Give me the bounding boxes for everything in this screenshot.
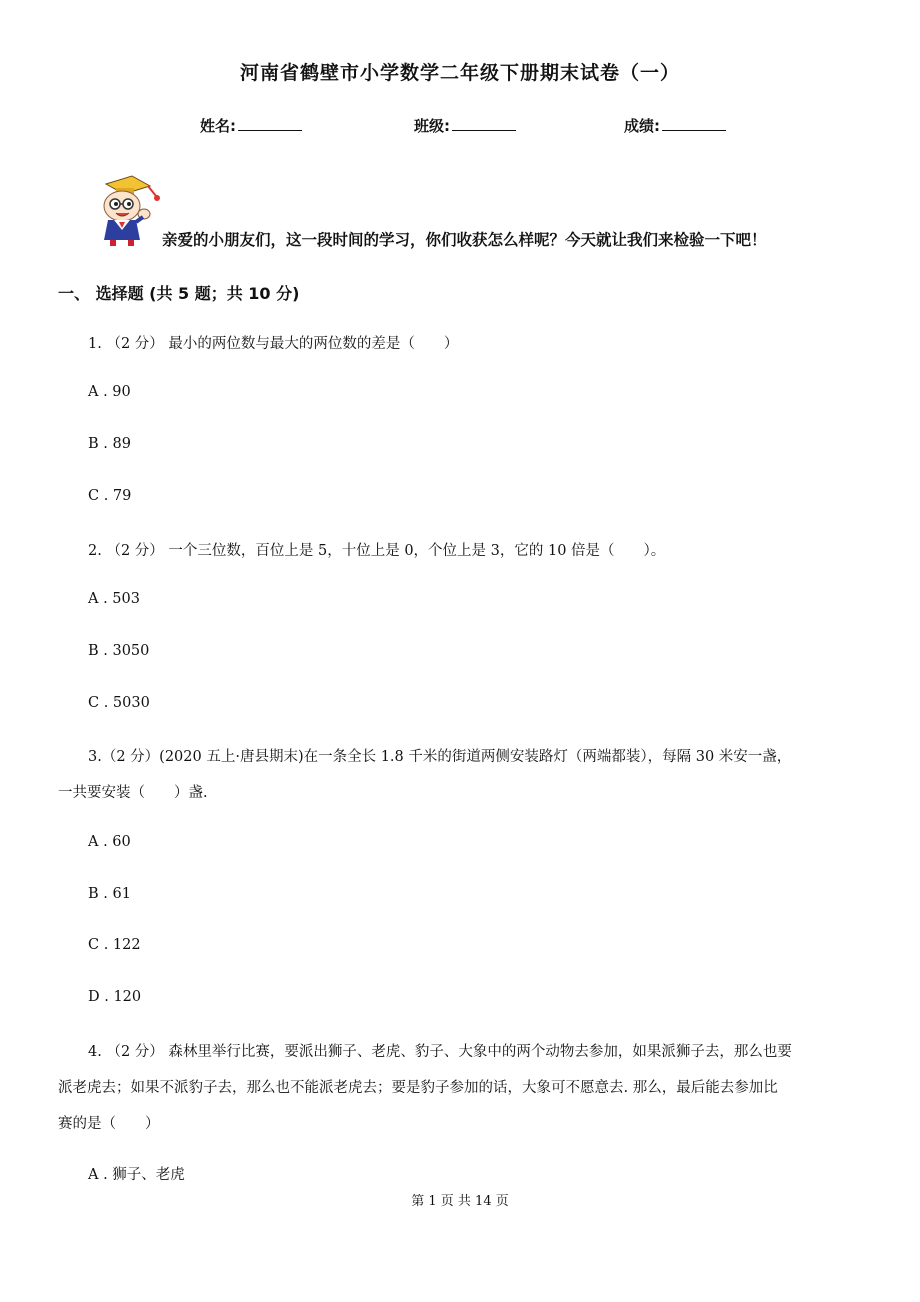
score-blank[interactable]	[662, 116, 726, 131]
question-3-option-a[interactable]: A . 60	[88, 834, 131, 850]
question-3-text: 3.（2 分）(2020 五上·唐县期末)在一条全长 1.8 千米的街道两侧安装路灯（两端都装），每隔 30 米安一盏，	[88, 749, 792, 765]
question-1-option-b[interactable]: B . 89	[88, 436, 131, 452]
mascot-doctor-icon	[88, 170, 166, 248]
score-field[interactable]	[624, 115, 726, 136]
question-3-option-b[interactable]: B . 61	[88, 886, 131, 902]
question-4-text-cont-2: 赛的是（ ）	[58, 1116, 160, 1132]
question-4-option-a[interactable]: A . 狮子、老虎	[88, 1167, 185, 1183]
question-1-option-c[interactable]: C . 79	[88, 488, 132, 504]
name-field[interactable]	[200, 115, 302, 136]
name-blank[interactable]	[238, 116, 302, 131]
page-title: 河南省鹤壁市小学数学二年级下册期末试卷（一）	[239, 62, 680, 84]
class-blank[interactable]	[452, 116, 516, 131]
class-field[interactable]	[414, 115, 516, 136]
question-2-option-b[interactable]: B . 3050	[88, 643, 150, 659]
question-4-text-cont-1: 派老虎去；如果不派豹子去，那么也不能派老虎去；要是豹子参加的话，大象可不愿意去. 那么，最后能去参加比	[58, 1080, 778, 1096]
greeting-text: 亲爱的小朋友们，这一段时间的学习，你们收获怎么样呢？今天就让我们来检验一下吧！	[162, 231, 767, 249]
question-2-text: 2. （2 分） 一个三位数，百位上是 5，十位上是 0，个位上是 3，它的 10 倍是（ ）。	[88, 543, 666, 559]
question-2-option-c[interactable]: C . 5030	[88, 695, 150, 711]
name-label: 姓名:	[200, 117, 236, 135]
class-label: 班级:	[414, 117, 450, 135]
question-3-text-cont: 一共要安装（ ）盏.	[58, 785, 208, 801]
question-2-option-a[interactable]: A . 503	[88, 591, 140, 607]
question-1-text: 1. （2 分） 最小的两位数与最大的两位数的差是（ ）	[88, 336, 459, 352]
question-1-option-a[interactable]: A . 90	[88, 384, 131, 400]
page-footer: 第 1 页 共 14 页	[411, 1194, 509, 1209]
question-4-text: 4. （2 分） 森林里举行比赛，要派出狮子、老虎、豹子、大象中的两个动物去参加，如果派狮子去，那么也要	[88, 1044, 792, 1060]
score-label: 成绩:	[624, 117, 660, 135]
question-3-option-c[interactable]: C . 122	[88, 937, 141, 953]
question-3-option-d[interactable]: D . 120	[88, 989, 142, 1005]
section-heading: 一、 选择题 (共 5 题；共 10 分)	[58, 284, 300, 303]
